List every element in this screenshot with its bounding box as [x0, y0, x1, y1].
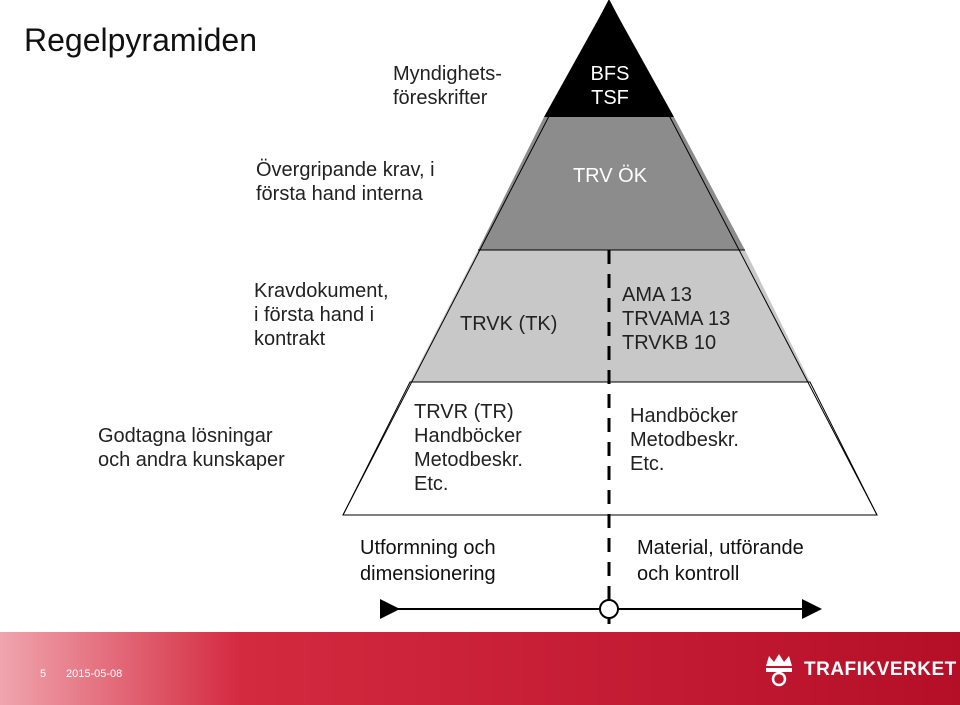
- tier-apex-description: [393, 62, 502, 110]
- third-desc-line3: kontrakt: [254, 328, 326, 350]
- bottom-left-line3: Metodbeskr.: [414, 449, 523, 471]
- tier-second-description: [256, 158, 435, 206]
- axis-left-line1: Utformning och: [360, 537, 496, 559]
- bottom-right-line3: Etc.: [630, 453, 665, 475]
- apex-label-line1: BFS: [590, 63, 630, 85]
- tier-third-right-label: [622, 283, 730, 355]
- third-desc-line2: i första hand i: [254, 304, 375, 326]
- slide-number: 5: [40, 668, 47, 680]
- apex-label-line2: TSF: [591, 87, 629, 109]
- brand-wordmark: TRAFIKVERKET: [804, 659, 957, 680]
- page-title: Regelpyramiden: [24, 22, 258, 58]
- slide-date: 2015-05-08: [66, 668, 123, 680]
- second-desc-line2: första hand interna: [256, 183, 423, 205]
- axis-left-line2: dimensionering: [360, 563, 496, 585]
- bottom-right-line2: Metodbeskr.: [630, 429, 739, 451]
- tier-bottom-right-label: [630, 404, 739, 476]
- tier-bottom-description: [98, 424, 285, 472]
- axis-left-caption: [360, 535, 496, 587]
- tier-second-label: TRV ÖK: [572, 165, 648, 187]
- third-right-line3: TRVKB 10: [622, 332, 717, 354]
- axis-right-line2: och kontroll: [637, 563, 740, 585]
- third-desc-line1: Kravdokument,: [254, 280, 389, 302]
- bottom-desc-line2: och andra kunskaper: [98, 449, 285, 471]
- apex-desc-line2: föreskrifter: [393, 87, 488, 109]
- axis-center-circle: [600, 600, 618, 618]
- second-desc-line1: Övergripande krav, i: [256, 159, 435, 181]
- third-right-line2: TRVAMA 13: [622, 308, 731, 330]
- axis-right-line1: Material, utförande: [637, 537, 804, 559]
- bottom-right-line1: Handböcker: [630, 405, 738, 427]
- bottom-left-line1: TRVR (TR): [414, 401, 514, 423]
- axis-right-caption: [637, 535, 804, 587]
- tier-bottom-left-label: [414, 400, 523, 496]
- bottom-left-line2: Handböcker: [414, 425, 522, 447]
- apex-desc-line1: Myndighets-: [393, 63, 502, 85]
- tier-third-description: [254, 279, 389, 351]
- tier-apex-label: [572, 62, 648, 110]
- third-right-line1: AMA 13: [622, 284, 693, 306]
- tier-third-left-label: TRVK (TK): [460, 313, 558, 335]
- bottom-desc-line1: Godtagna lösningar: [98, 425, 273, 447]
- bottom-left-line4: Etc.: [414, 473, 449, 495]
